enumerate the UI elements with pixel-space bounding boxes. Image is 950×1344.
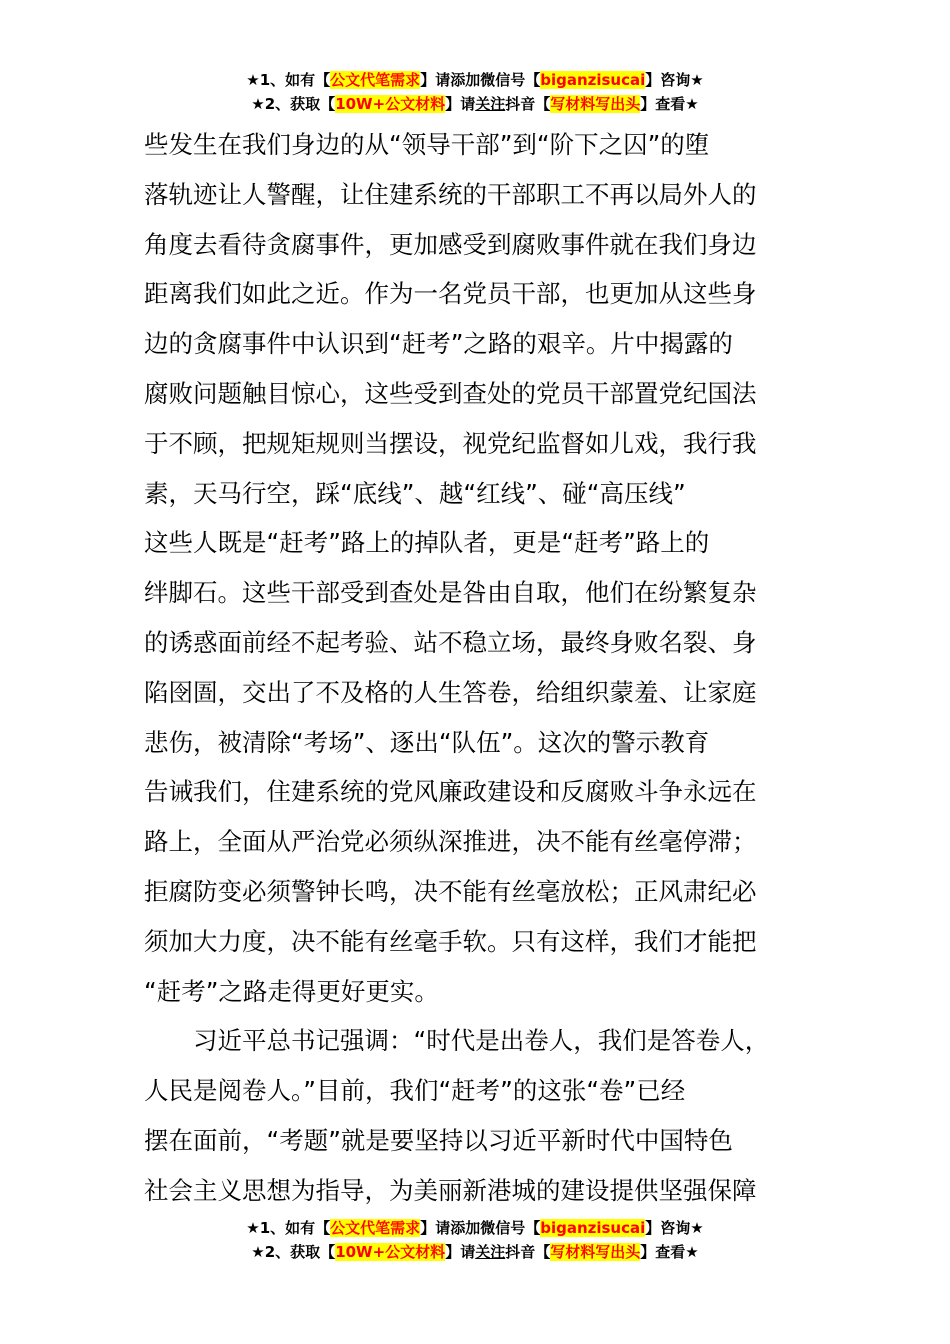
footer-line-1-middle: 】请添加微信号【 — [420, 1219, 541, 1237]
header-line-2 — [0, 92, 950, 116]
header-highlight-douyin: 写材料写出头 — [550, 95, 641, 113]
body-line: 角度去看待贪腐事件，更加感受到腐败事件就在我们身边 — [144, 229, 757, 259]
body-line: 告诫我们，住建系统的党风廉政建设和反腐败斗争永远在 — [144, 777, 757, 807]
body-line: 的诱惑面前经不起考验、站不稳立场，最终身败名裂、身 — [144, 627, 757, 657]
header-line-1-suffix: 】咨询★ — [645, 71, 704, 89]
body-line: 这些人既是“赶考”路上的掉队者，更是“赶考”路上的 — [144, 528, 710, 558]
footer-line-1 — [0, 1216, 950, 1240]
header-line-1-prefix: ★1、如有【 — [246, 71, 331, 89]
body-line: 绊脚石。这些干部受到查处是咎由自取，他们在纷繁复杂 — [144, 578, 757, 608]
body-line: 落轨迹让人警醒，让住建系统的干部职工不再以局外人的 — [144, 179, 757, 209]
header-line-1-middle: 】请添加微信号【 — [420, 71, 541, 89]
header-highlight-materials: 10W+公文材料 — [335, 95, 446, 113]
body-line: 社会主义思想为指导，为美丽新港城的建设提供坚强保障 — [144, 1175, 757, 1205]
header-line-2-suffix: 】查看★ — [640, 95, 699, 113]
body-line: 须加大力度，决不能有丝毫手软。只有这样，我们才能把 — [144, 926, 757, 956]
body-line: 腐败问题触目惊心，这些受到查处的党员干部置党纪国法 — [144, 378, 757, 408]
paragraph-start-line: 习近平总书记强调：“时代是出卷人，我们是答卷人， — [193, 1026, 770, 1056]
header-line-2-middle-2: 抖音【 — [505, 95, 551, 113]
body-line: “赶考”之路走得更好更实。 — [144, 976, 439, 1006]
footer-highlight-douyin: 写材料写出头 — [550, 1243, 641, 1261]
document-body — [144, 120, 814, 1216]
body-line: 陷囹圄，交出了不及格的人生答卷，给组织蒙羞、让家庭 — [144, 677, 757, 707]
footer-underline-follow: 关注 — [475, 1243, 506, 1261]
header-line-2-middle-1: 】请 — [445, 95, 476, 113]
header-banner — [0, 68, 950, 116]
footer-line-1-suffix: 】咨询★ — [645, 1219, 704, 1237]
body-line: 边的贪腐事件中认识到“赶考”之路的艰辛。片中揭露的 — [144, 329, 733, 359]
header-underline-follow: 关注 — [475, 95, 506, 113]
body-line: 拒腐防变必须警钟长鸣，决不能有丝毫放松；正风肃纪必 — [144, 876, 757, 906]
header-line-2-prefix: ★2、获取【 — [251, 95, 336, 113]
footer-line-2-suffix: 】查看★ — [640, 1243, 699, 1261]
header-highlight-wechat-id: biganzisucai — [540, 71, 646, 89]
body-line: 素，天马行空，踩“底线”、越“红线”、碰“高压线” — [144, 478, 686, 508]
body-line: 悲伤，被清除“考场”、逐出“队伍”。这次的警示教育 — [144, 727, 710, 757]
body-line: 摆在面前，“考题”就是要坚持以习近平新时代中国特色 — [144, 1125, 733, 1155]
header-highlight-service: 公文代笔需求 — [330, 71, 421, 89]
footer-highlight-materials: 10W+公文材料 — [335, 1243, 446, 1261]
body-line: 路上，全面从严治党必须纵深推进，决不能有丝毫停滞； — [144, 827, 757, 857]
footer-line-2-middle-1: 】请 — [445, 1243, 476, 1261]
footer-banner — [0, 1216, 950, 1264]
footer-line-1-prefix: ★1、如有【 — [246, 1219, 331, 1237]
header-line-1 — [0, 68, 950, 92]
body-line: 距离我们如此之近。作为一名党员干部，也更加从这些身 — [144, 279, 757, 309]
body-line: 人民是阅卷人。”目前，我们“赶考”的这张“卷”已经 — [144, 1076, 686, 1106]
footer-line-2 — [0, 1240, 950, 1264]
body-line: 于不顾，把规矩规则当摆设，视党纪监督如儿戏，我行我 — [144, 428, 757, 458]
body-line: 些发生在我们身边的从“领导干部”到“阶下之囚”的堕 — [144, 130, 710, 159]
footer-highlight-service: 公文代笔需求 — [330, 1219, 421, 1237]
footer-line-2-prefix: ★2、获取【 — [251, 1243, 336, 1261]
footer-line-2-middle-2: 抖音【 — [505, 1243, 551, 1261]
footer-highlight-wechat-id: biganzisucai — [540, 1219, 646, 1237]
